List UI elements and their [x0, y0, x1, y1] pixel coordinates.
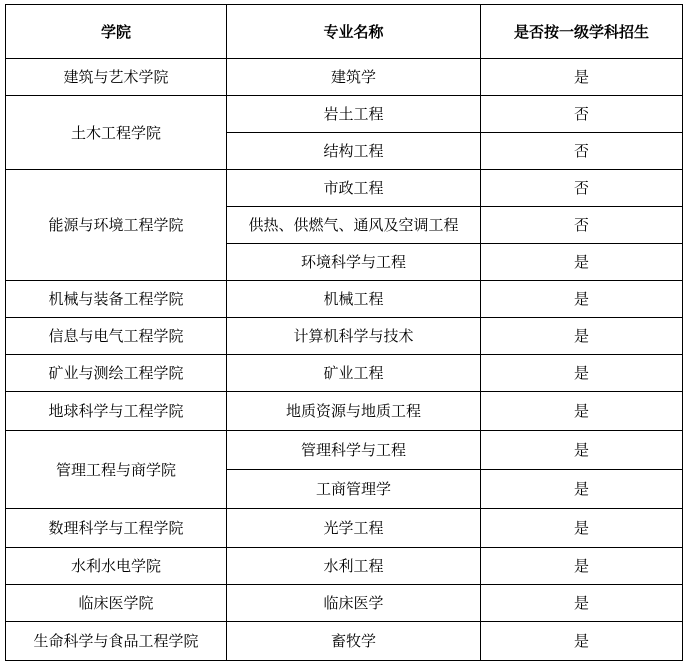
- header-row: [6, 5, 683, 59]
- table-row: [6, 431, 683, 470]
- table-row: [6, 548, 683, 585]
- major-cell: 建筑学: [227, 59, 481, 96]
- first-level-cell: 是: [481, 548, 683, 585]
- college-cell: 数理科学与工程学院: [6, 509, 227, 548]
- major-cell: 机械工程: [227, 281, 481, 318]
- college-cell: 矿业与测绘工程学院: [6, 355, 227, 392]
- major-cell: 矿业工程: [227, 355, 481, 392]
- table-row: [6, 59, 683, 96]
- table-row: [6, 170, 683, 207]
- first-level-cell: 是: [481, 585, 683, 622]
- college-cell: 地球科学与工程学院: [6, 392, 227, 431]
- major-cell: 结构工程: [227, 133, 481, 170]
- major-cell: 地质资源与地质工程: [227, 392, 481, 431]
- college-cell: 水利水电学院: [6, 548, 227, 585]
- major-cell: 供热、供燃气、通风及空调工程: [227, 207, 481, 244]
- table-row: [6, 585, 683, 622]
- college-cell: 土木工程学院: [6, 96, 227, 170]
- table-row: [6, 355, 683, 392]
- first-level-cell: 否: [481, 133, 683, 170]
- first-level-cell: 否: [481, 170, 683, 207]
- table-row: [6, 281, 683, 318]
- first-level-cell: 是: [481, 470, 683, 509]
- first-level-cell: 是: [481, 355, 683, 392]
- first-level-cell: 是: [481, 622, 683, 661]
- major-cell: 市政工程: [227, 170, 481, 207]
- major-cell: 光学工程: [227, 509, 481, 548]
- header-first-level: 是否按一级学科招生: [481, 5, 683, 59]
- first-level-cell: 是: [481, 431, 683, 470]
- major-cell: 计算机科学与技术: [227, 318, 481, 355]
- enrollment-table: [5, 4, 683, 661]
- table-row: [6, 318, 683, 355]
- first-level-cell: 否: [481, 96, 683, 133]
- header-college: 学院: [6, 5, 227, 59]
- college-cell: 机械与装备工程学院: [6, 281, 227, 318]
- first-level-cell: 是: [481, 244, 683, 281]
- major-cell: 畜牧学: [227, 622, 481, 661]
- college-cell: 临床医学院: [6, 585, 227, 622]
- table-row: [6, 622, 683, 661]
- major-cell: 岩土工程: [227, 96, 481, 133]
- major-cell: 工商管理学: [227, 470, 481, 509]
- table-row: [6, 96, 683, 133]
- college-cell: 生命科学与食品工程学院: [6, 622, 227, 661]
- college-cell: 能源与环境工程学院: [6, 170, 227, 281]
- major-cell: 管理科学与工程: [227, 431, 481, 470]
- first-level-cell: 是: [481, 509, 683, 548]
- major-cell: 水利工程: [227, 548, 481, 585]
- first-level-cell: 否: [481, 207, 683, 244]
- first-level-cell: 是: [481, 281, 683, 318]
- major-cell: 临床医学: [227, 585, 481, 622]
- header-major: 专业名称: [227, 5, 481, 59]
- major-cell: 环境科学与工程: [227, 244, 481, 281]
- first-level-cell: 是: [481, 392, 683, 431]
- college-cell: 信息与电气工程学院: [6, 318, 227, 355]
- college-cell: 建筑与艺术学院: [6, 59, 227, 96]
- first-level-cell: 是: [481, 318, 683, 355]
- first-level-cell: 是: [481, 59, 683, 96]
- table-row: [6, 509, 683, 548]
- college-cell: 管理工程与商学院: [6, 431, 227, 509]
- table-row: [6, 392, 683, 431]
